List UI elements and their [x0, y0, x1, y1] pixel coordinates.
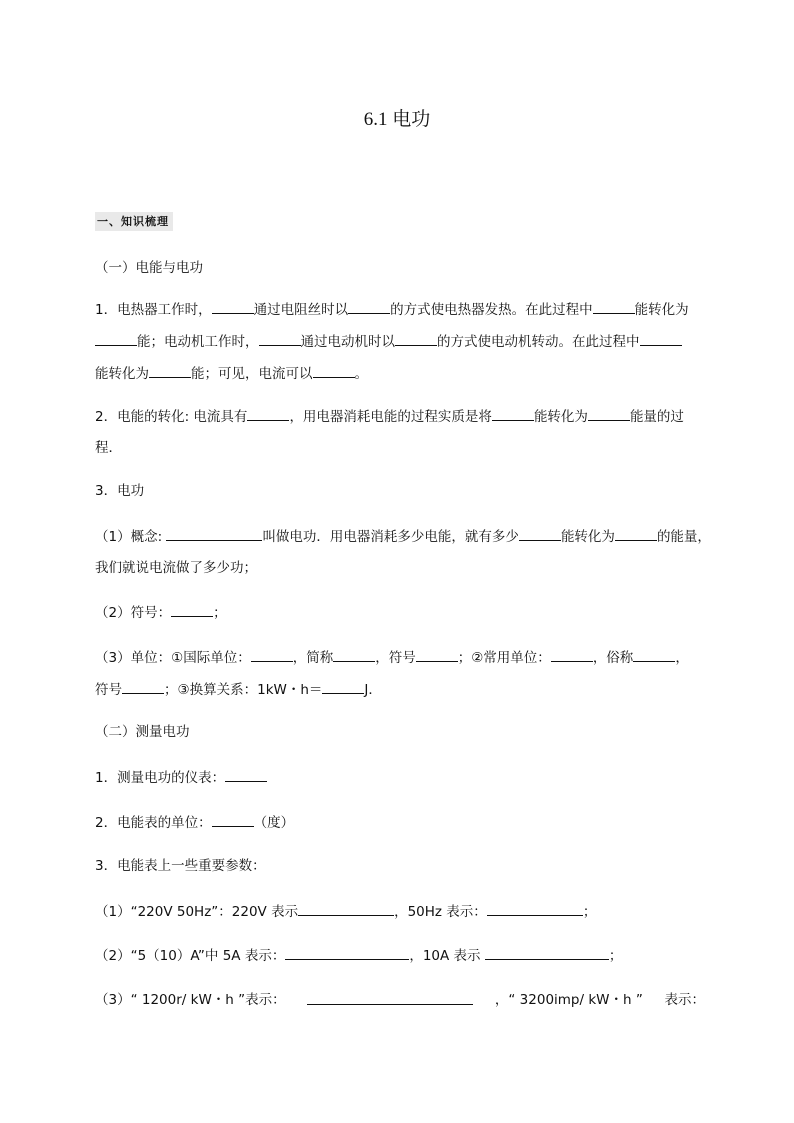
blank[interactable]: [166, 527, 262, 541]
q3-3-line1: （3）单位：①国际单位： ，简称 ，符号 ；②常用单位： ，俗称 ，: [95, 650, 689, 666]
m3-2-line: （2）“5（10）A”中 5A 表示： ，10A 表示 ；: [95, 948, 623, 964]
blank[interactable]: [395, 332, 437, 346]
blank[interactable]: [95, 332, 137, 346]
blank[interactable]: [615, 527, 657, 541]
blank[interactable]: [640, 332, 682, 346]
part2-heading: （二）测量电功: [95, 724, 190, 740]
m3-line: 3．电能表上一些重要参数：: [95, 858, 266, 874]
blank[interactable]: [313, 364, 355, 378]
q1-line2: 能；电动机工作时， 通过电动机时以 的方式使电动机转动。在此过程中: [95, 332, 705, 351]
blank[interactable]: [171, 603, 213, 617]
q3-1-line2: 我们就说电流做了多少功；: [95, 560, 257, 576]
blank[interactable]: [551, 648, 593, 662]
q3-3-line2: 符号 ；③换算关系：1kW・h＝ J．: [95, 682, 382, 698]
blank[interactable]: [285, 946, 409, 960]
blank[interactable]: [322, 680, 364, 694]
q3-1-line1: （1）概念: 叫做电功．用电器消耗多少电能，就有多少 能转化为 的能量，: [95, 529, 711, 545]
m3-3-line: （3）“ 1200r/ kW・h ”表示： ，“ 3200imp/ kW・h ” 表示：: [95, 992, 705, 1008]
blank[interactable]: [149, 364, 191, 378]
blank[interactable]: [298, 902, 394, 916]
q2-line2: 程．: [95, 440, 122, 456]
blank[interactable]: [348, 300, 390, 314]
blank[interactable]: [307, 991, 473, 1005]
blank[interactable]: [593, 300, 635, 314]
blank[interactable]: [416, 648, 458, 662]
blank[interactable]: [633, 648, 675, 662]
blank[interactable]: [212, 813, 254, 827]
q3-2-line: （2）符号： ；: [95, 605, 227, 621]
blank[interactable]: [519, 527, 561, 541]
m2-line: 2．电能表的单位： （度）: [95, 815, 295, 831]
blank[interactable]: [247, 407, 289, 421]
part1-heading: （一）电能与电功: [95, 260, 203, 276]
q1-line3: 能转化为 能；可见，电流可以 。: [95, 366, 368, 382]
q1-line1: 1．电热器工作时， 通过电阻丝时以 的方式使电热器发热。在此过程中 能转化为: [95, 302, 689, 318]
blank[interactable]: [122, 680, 164, 694]
blank[interactable]: [333, 648, 375, 662]
q3-heading: 3．电功: [95, 483, 145, 499]
blank[interactable]: [259, 332, 301, 346]
m1-line: 1．测量电功的仪表：: [95, 768, 705, 787]
blank[interactable]: [588, 407, 630, 421]
page-title: 6.1 电功: [363, 109, 431, 130]
blank[interactable]: [487, 902, 583, 916]
blank[interactable]: [485, 946, 609, 960]
section-heading-knowledge: 一、知识梳理: [95, 212, 173, 231]
q2-line1: 2．电能的转化: 电流具有 ，用电器消耗电能的过程实质是将 能转化为 能量的过: [95, 409, 684, 425]
m3-1-line: （1）“220V 50Hz”：220V 表示 ，50Hz 表示： ；: [95, 904, 597, 920]
blank[interactable]: [492, 407, 534, 421]
blank[interactable]: [225, 768, 267, 782]
blank[interactable]: [212, 300, 254, 314]
blank[interactable]: [251, 648, 293, 662]
